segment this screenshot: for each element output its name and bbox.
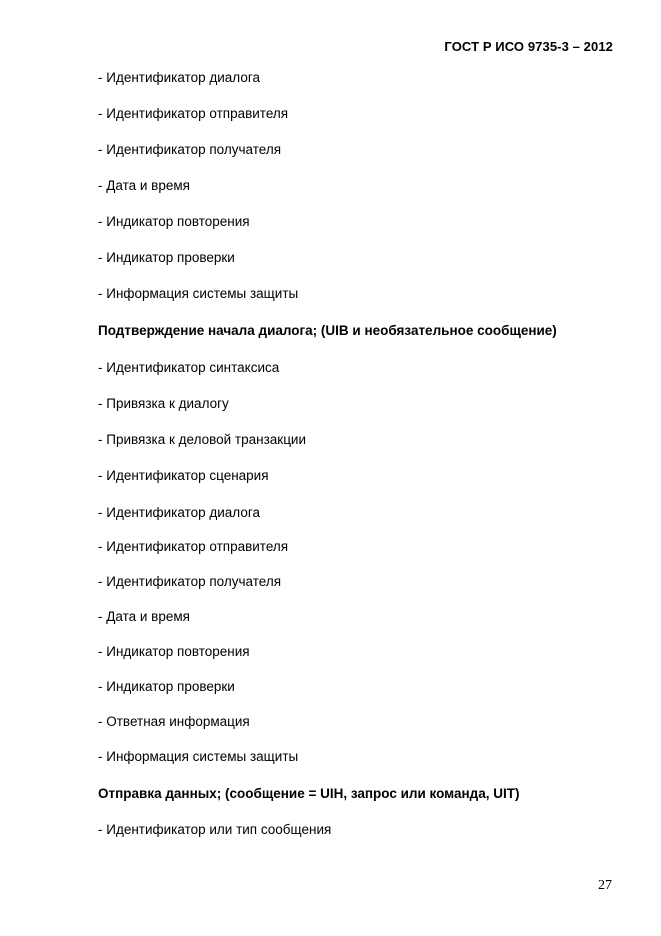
- list-item: - Дата и время: [98, 178, 190, 193]
- section-heading: Отправка данных; (сообщение = UIH, запрос или команда, UIT): [98, 786, 520, 801]
- list-item: - Дата и время: [98, 609, 190, 624]
- list-item: - Идентификатор диалога: [98, 505, 260, 520]
- list-item: - Идентификатор отправителя: [98, 106, 289, 121]
- list-item: - Идентификатор получателя: [98, 142, 282, 157]
- list-item: - Индикатор проверки: [98, 679, 235, 694]
- document-header: ГОСТ Р ИСО 9735-3 – 2012: [444, 39, 613, 54]
- list-item: - Ответная информация: [98, 714, 250, 729]
- page-number: 27: [598, 878, 612, 893]
- list-item: - Индикатор проверки: [98, 250, 235, 265]
- section-heading: Подтверждение начала диалога; (UIB и необязательное сообщение): [98, 323, 557, 338]
- list-item: - Идентификатор или тип сообщения: [98, 822, 332, 837]
- list-item: - Идентификатор получателя: [98, 574, 282, 589]
- list-item: - Идентификатор синтаксиса: [98, 360, 280, 375]
- list-item: - Идентификатор диалога: [98, 70, 260, 85]
- list-item: - Индикатор повторения: [98, 214, 250, 229]
- list-item: - Индикатор повторения: [98, 644, 250, 659]
- list-item: - Информация системы защиты: [98, 749, 299, 764]
- list-item: - Информация системы защиты: [98, 286, 299, 301]
- list-item: - Привязка к диалогу: [98, 396, 229, 411]
- list-item: - Идентификатор сценария: [98, 468, 269, 483]
- list-item: - Идентификатор отправителя: [98, 539, 289, 554]
- list-item: - Привязка к деловой транзакции: [98, 432, 307, 447]
